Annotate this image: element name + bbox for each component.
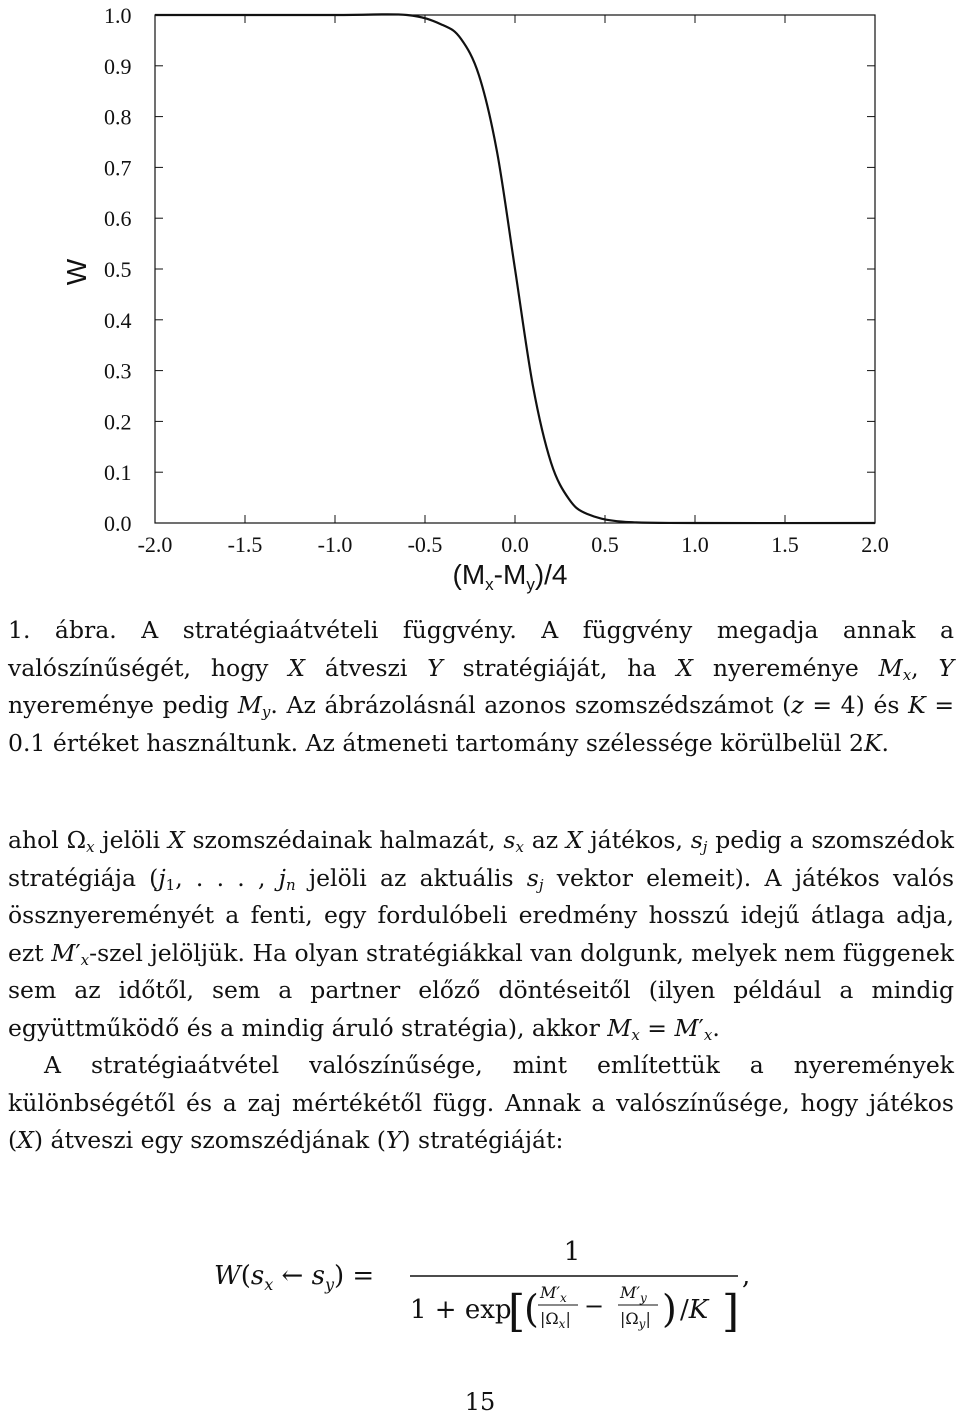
- x-tick-label: 0.5: [591, 532, 619, 557]
- equation-lhs: $W(s_x$ ← $s_y$) =: [214, 1261, 375, 1294]
- svg-text:]: ]: [722, 1286, 740, 1337]
- x-axis-ticks: [138, 15, 889, 557]
- equation-denominator: [410, 1283, 739, 1337]
- svg-text:): ): [662, 1287, 677, 1331]
- svg-text:1 + exp: 1 + exp: [410, 1295, 512, 1325]
- svg-text:(: (: [524, 1287, 539, 1331]
- x-tick-label: 1.0: [681, 532, 709, 557]
- svg-text:|Ωy|: $|\Omega_y|$: [620, 1309, 651, 1331]
- x-tick-label: 2.0: [861, 532, 889, 557]
- equation-trailing: ,: [742, 1261, 751, 1291]
- y-tick-label: 0.6: [104, 206, 132, 232]
- y-tick-label: 1.0: [104, 3, 132, 28]
- x-tick-label: -1.0: [317, 532, 353, 557]
- y-tick-label: 0.9: [104, 53, 132, 79]
- paragraph-1: ahol $\Omega_x$ jelöli X szomszédainak halmazát, $s_x$ az X játékos, $s_j$ pedig a szomszédok stratégiája ($j_1$, . . . , $j_n$ jelöli az aktuális $s_j$ vektor elemeit). A játékos valós össznyereményét a fenti, egy fordulóbeli eredmény hosszú idejű átlaga adja, ezt $M'_x$-szel jelöljük. Ha olyan stratégiákkal van dolgunk, melyek nem függenek sem az időtől, sem a partner előző döntéseitől (ilyen például a mindig együttműködő és a mindig áruló stratégia), akkor $M_x = M'_x$.: [8, 826, 955, 1044]
- y-axis-label: W: [61, 258, 92, 286]
- equation: [0, 1232, 960, 1362]
- x-tick-label: -2.0: [137, 532, 173, 557]
- y-tick-label: 0.7: [104, 155, 132, 181]
- svg-text:−: −: [584, 1292, 605, 1320]
- y-axis-ticks: [104, 3, 875, 536]
- x-tick-label: 1.5: [771, 532, 799, 557]
- y-tick-label: 0.5: [104, 257, 132, 282]
- caption-label: 1. ábra.: [8, 616, 117, 644]
- svg-text:M′y: $M'_y$: [620, 1283, 647, 1305]
- svg-text:[: [: [508, 1286, 526, 1337]
- x-axis-label: $(M_x-M_y)/4$: [452, 559, 568, 594]
- figure-chart: [0, 0, 960, 600]
- x-tick-label: -0.5: [407, 532, 443, 557]
- figure-caption: [8, 612, 954, 762]
- svg-text:|Ωx|: $|\Omega_x|$: [540, 1309, 571, 1331]
- paragraph-2: A stratégiaátvétel valószínűsége, mint említettük a nyeremények különbségétől és a zaj mértékétől függ. Annak a valószínűsége, hogy játékos (X) átveszi egy szomszédjának (Y) stratégiáját:: [8, 1051, 954, 1154]
- equation-numerator: 1: [563, 1237, 581, 1267]
- svg-text:M′x: $M'_x$: [540, 1283, 567, 1305]
- body-text: [8, 822, 954, 1160]
- caption-text: A stratégiaátvételi függvény. A függvény megadja annak a valószínűségét, hogy X átveszi Y stratégiáját, ha X nyereménye $M_x$, Y nyereménye pedig $M_y$. Az ábrázolásnál azonos szomszédszámot (z = 4) és K = 0.1 értéket használtunk. Az átmeneti tartomány szélessége körülbelül 2K.: [8, 616, 955, 757]
- x-tick-label: -1.5: [227, 532, 263, 557]
- y-tick-label: 0.8: [104, 104, 132, 130]
- y-tick-label: 0.3: [104, 358, 132, 384]
- svg-text:/K: /K: [680, 1295, 709, 1325]
- x-tick-label: 0.0: [501, 532, 529, 557]
- y-tick-label: 0.4: [104, 307, 132, 333]
- sigmoid-curve: [155, 14, 875, 523]
- y-tick-label: 0.1: [104, 460, 132, 486]
- y-tick-label: 0.0: [104, 511, 132, 536]
- y-tick-label: 0.2: [104, 409, 132, 435]
- page-number: 15: [464, 1388, 496, 1416]
